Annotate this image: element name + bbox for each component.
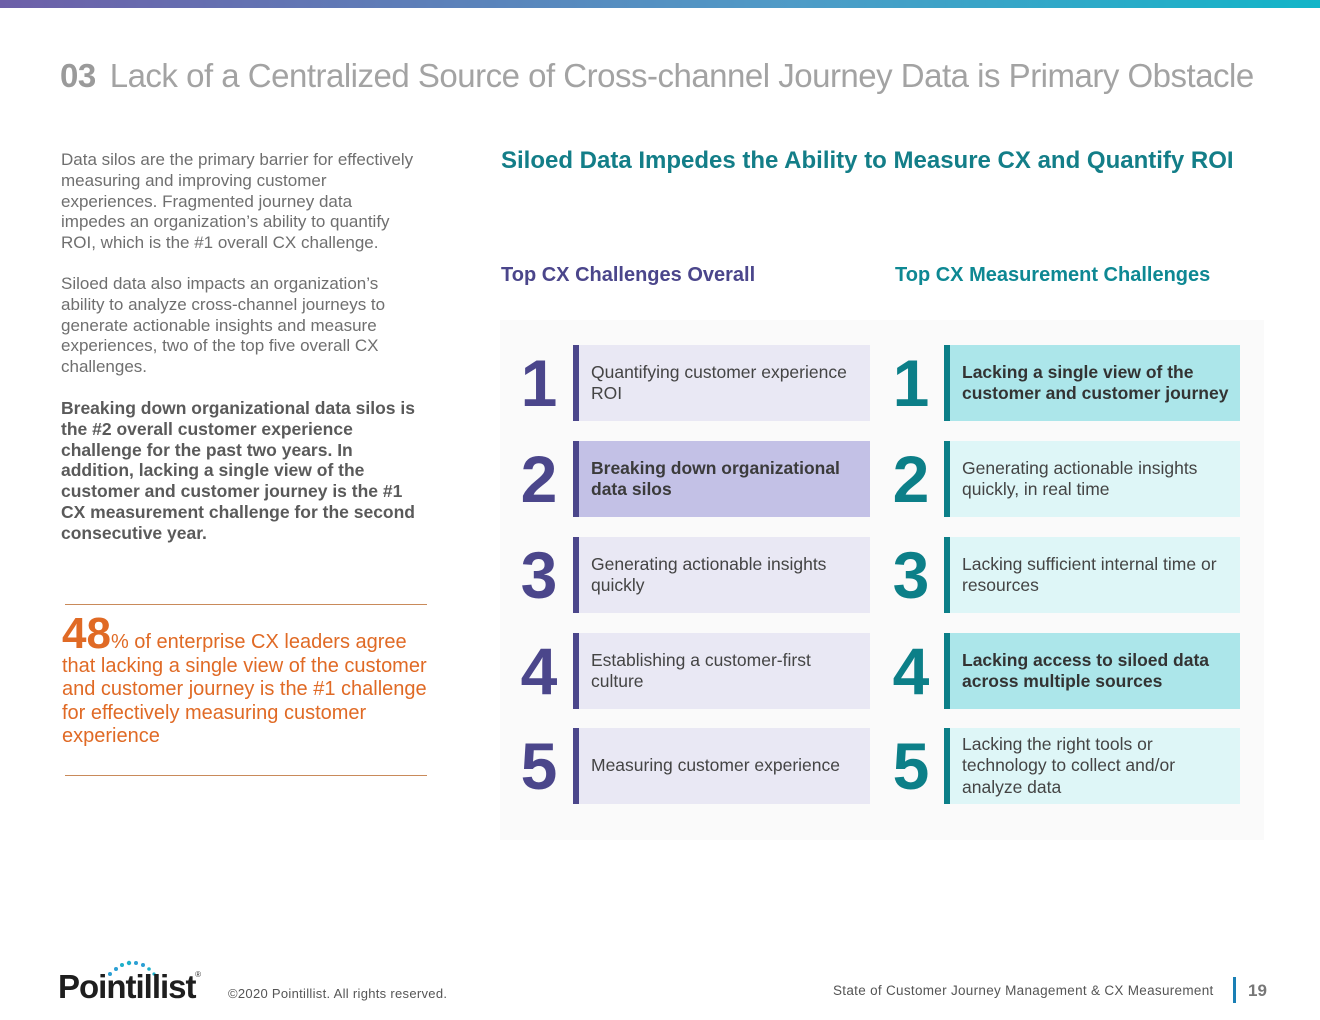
overall-label-4: Establishing a customer-first culture (579, 633, 870, 709)
measurement-label-4: Lacking access to siloed data across multiple sources (950, 633, 1240, 709)
overall-rank-5: 5 (520, 729, 558, 803)
overall-rank-1: 1 (520, 346, 558, 420)
pointillist-logo (58, 958, 203, 1004)
measurement-rank-4: 4 (892, 634, 930, 708)
measurement-rank-1: 1 (892, 346, 930, 420)
logo-wordmark: Pointillist (58, 968, 196, 1005)
stat-suffix: % (110, 631, 129, 653)
section-number: 03 (60, 57, 96, 94)
stat-top-rule (65, 604, 427, 605)
stat-bottom-rule (65, 775, 427, 776)
measurement-label-1: Lacking a single view of the customer and customer journey (950, 345, 1240, 421)
top-gradient-bar (0, 0, 1320, 8)
intro-text-column (61, 150, 416, 564)
overall-heading: Top CX Challenges Overall (501, 264, 756, 286)
page-title (60, 56, 1254, 95)
measurement-label-5: Lacking the right tools or technology to collect and/or analyze data (950, 728, 1240, 804)
measurement-rank-5: 5 (892, 729, 930, 803)
stat-value: 48 (62, 609, 111, 658)
chart-title: Siloed Data Impedes the Ability to Measure CX and Quantify ROI (501, 147, 1234, 174)
logo-registered-mark: ® (195, 970, 201, 979)
intro-paragraph-3: Breaking down organizational data silos is the #2 overall customer experience challenge for the past two years. In addition, lacking a single view of the customer and customer journey is the #1 CX measurement challenge for the second consecutive year. (61, 397, 415, 543)
intro-paragraph-2: Siloed data also impacts an organization’s ability to analyze cross-channel journeys to generate actionable insights and measure experiences, two of the top five overall CX challenges. (61, 273, 386, 377)
page-number: 19 (1248, 981, 1267, 1000)
report-title: State of Customer Journey Management & CX Measurement (833, 983, 1214, 998)
stat-callout (62, 609, 427, 749)
overall-label-1: Quantifying customer experience ROI (579, 345, 870, 421)
overall-rank-4: 4 (520, 634, 558, 708)
measurement-rank-2: 2 (892, 442, 930, 516)
measurement-label-3: Lacking sufficient internal time or resources (950, 537, 1240, 613)
overall-rank-2: 2 (520, 442, 558, 516)
overall-label-3: Generating actionable insights quickly (579, 537, 870, 613)
overall-label-2: Breaking down organizational data silos (579, 441, 870, 517)
footer-divider (1233, 977, 1236, 1003)
stat-text: of enterprise CX leaders agree that lacking a single view of the customer and customer journey is the #1 challenge for effectively measuring customer experience (62, 631, 427, 747)
measurement-rank-3: 3 (892, 538, 930, 612)
measurement-label-2: Generating actionable insights quickly, in real time (950, 441, 1240, 517)
measurement-heading: Top CX Measurement Challenges (895, 264, 1211, 286)
overall-label-5: Measuring customer experience (579, 728, 870, 804)
page-title-text: Lack of a Centralized Source of Cross-channel Journey Data is Primary Obstacle (109, 57, 1254, 94)
overall-rank-3: 3 (520, 538, 558, 612)
intro-paragraph-1: Data silos are the primary barrier for effectively measuring and improving customer experiences. Fragmented journey data impedes an organization’s ability to quantify ROI, which is the #1 overall CX challenge. (61, 150, 414, 253)
copyright-notice: ©2020 Pointillist. All rights reserved. (228, 986, 448, 1001)
